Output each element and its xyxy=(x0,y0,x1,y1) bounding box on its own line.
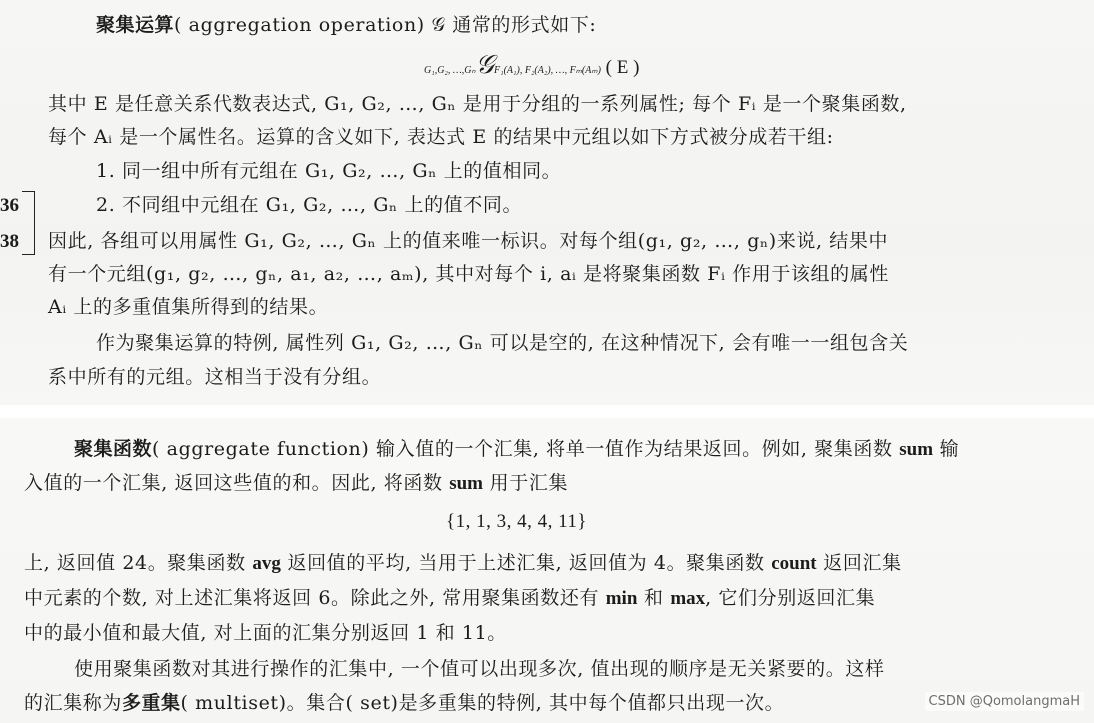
formula-group-attributes: G₁,G₂, …,Gₙ xyxy=(424,65,476,76)
paragraph-line: 中的最小值和最大值, 对上面的汇集分别返回 1 和 11。 xyxy=(24,622,507,644)
aggregation-intro-line xyxy=(96,12,596,38)
min-keyword: min xyxy=(605,588,638,609)
list-item-2: 2. 不同组中元组在 G₁, G₂, …, Gₙ 上的值不同。 xyxy=(96,194,523,216)
formula-argument: ( E ) xyxy=(605,57,640,78)
text-span: 的汇集称为 xyxy=(24,692,123,714)
aggregate-function-line-1 xyxy=(74,436,959,463)
list-item-1: 1. 同一组中所有元组在 G₁, G₂, …, Gₙ 上的值相同。 xyxy=(96,160,562,182)
aggregate-function-line-2 xyxy=(24,470,568,497)
example-multiset: {1, 1, 3, 4, 4, 11} xyxy=(446,511,588,532)
formula-aggregate-functions: F₁(A₁), F₂(A₂), …, Fₘ(Aₘ) xyxy=(494,65,601,76)
text-span: 输 xyxy=(933,438,960,460)
sum-keyword: sum xyxy=(449,473,483,494)
avg-keyword: avg xyxy=(252,553,281,574)
text-span: ( aggregate function) 输入值的一个汇集, 将单一值作为结果返回。例如, 聚集函数 xyxy=(152,438,900,460)
text-span: 用于汇集 xyxy=(483,472,569,494)
text-span: 上, 返回值 24。聚集函数 xyxy=(24,552,253,574)
margin-bracket xyxy=(22,191,35,255)
aggregate-function-term: 聚集函数 xyxy=(74,438,153,460)
aggregation-operation-term: 聚集运算 xyxy=(96,14,175,36)
aggregation-intro-text: ( aggregation operation) 𝒢 通常的形式如下: xyxy=(174,14,597,36)
paragraph-line: 其中 E 是任意关系代数表达式, G₁, G₂, …, Gₙ 是用于分组的一系列属性; 每个 Fᵢ 是一个聚集函数, xyxy=(48,93,907,115)
paragraph-line: 系中所有的元组。这相当于没有分组。 xyxy=(48,366,382,388)
paragraph-line: Aᵢ 上的多重值集所得到的结果。 xyxy=(48,296,329,318)
margin-page-number-top: 36 xyxy=(0,195,19,216)
text-span: 返回汇集 xyxy=(816,552,902,574)
paragraph-line: 使用聚集函数对其进行操作的汇集中, 一个值可以出现多次, 值出现的顺序是无关紧要的。这样 xyxy=(74,658,885,680)
paragraph-line xyxy=(24,690,784,716)
text-span: , 它们分别返回汇集 xyxy=(705,587,876,609)
text-span: 返回值的平均, 当用于上述汇集, 返回值为 4。聚集函数 xyxy=(280,552,772,574)
sum-keyword: sum xyxy=(899,439,934,460)
paragraph-line: 每个 Aᵢ 是一个属性名。运算的含义如下, 表达式 E 的结果中元组以如下方式被分成若干组: xyxy=(48,126,834,148)
aggregation-formula xyxy=(424,50,639,81)
margin-page-number-bottom: 38 xyxy=(0,231,19,252)
text-span: 入值的一个汇集, 返回这些值的和。因此, 将函数 xyxy=(24,472,450,494)
text-span: ( multiset)。集合( set)是多重集的特例, 其中每个值都只出现一次。 xyxy=(180,692,785,714)
multiset-term: 多重集 xyxy=(122,692,181,714)
paragraph-line xyxy=(24,550,902,577)
count-keyword: count xyxy=(771,553,817,574)
paragraph-line: 作为聚集运算的特例, 属性列 G₁, G₂, …, Gₙ 可以是空的, 在这种情况下, 会有唯一一组包含关 xyxy=(96,332,909,354)
paragraph-line: 因此, 各组可以用属性 G₁, G₂, …, Gₙ 上的值来唯一标识。对每个组(g₁, g₂, …, gₙ)来说, 结果中 xyxy=(48,230,889,252)
max-keyword: max xyxy=(670,588,706,609)
paragraph-line: 有一个元组(g₁, g₂, …, gₙ, a₁, a₂, …, aₘ), 其中对每个 i, aᵢ 是将聚集函数 Fᵢ 作用于该组的属性 xyxy=(48,263,889,285)
formula-aggregation-symbol: 𝒢 xyxy=(475,50,495,79)
csdn-watermark: CSDN @QomolangmaH xyxy=(925,692,1084,711)
paragraph-line xyxy=(24,585,875,612)
text-span: 中元素的个数, 对上述汇集将返回 6。除此之外, 常用聚集函数还有 xyxy=(24,587,606,609)
text-span: 和 xyxy=(637,587,671,609)
